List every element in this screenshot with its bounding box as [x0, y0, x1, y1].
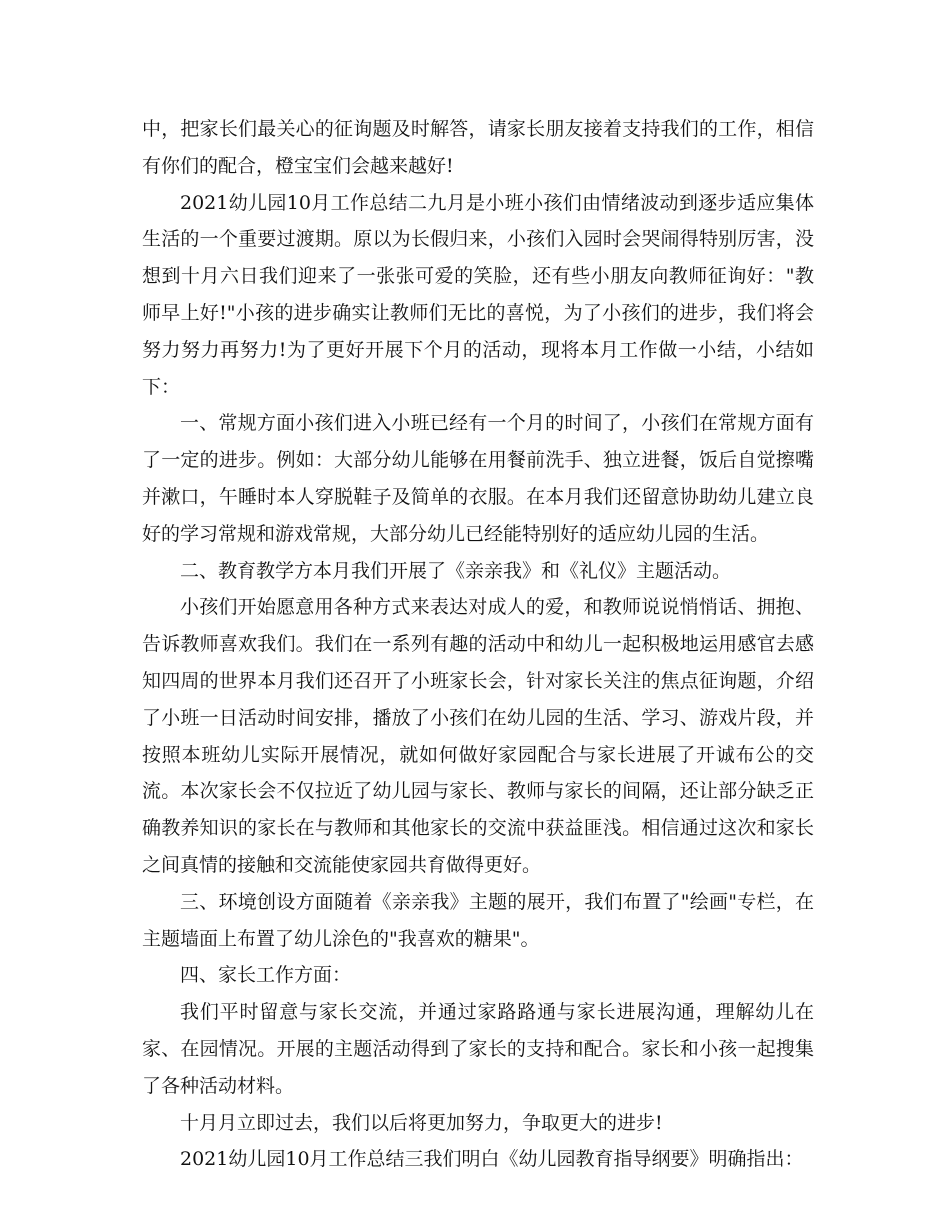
paragraph-3: 一、常规方面小孩们进入小班已经有一个月的时间了，小孩们在常规方面有了一定的进步。例如：大部分幼儿能够在用餐前洗手、独立进餐，饭后自觉擦嘴并漱口，午睡时本人穿脱鞋子及简单的衣服。在本月我们还留意协助幼儿建立良好的学习常规和游戏常规，大部分幼儿已经能特别好的适应幼儿园的生活。 — [142, 412, 814, 545]
paragraph-7: 四、家长工作方面： — [180, 964, 352, 987]
paragraph-2: 2021幼儿园10月工作总结二九月是小班小孩们由情绪波动到逐步适应集体生活的一个重要过渡期。原以为长假归来，小孩们入园时会哭闹得特别厉害，没想到十月六日我们迎来了一张张可爱的笑脸，还有些小朋友向教师征询好："教师早上好!"小孩的进步确实让教师们无比的喜悦，为了小孩们的进步，我们将会努力努力再努力!为了更好开展下个月的活动，现将本月工作做一小结，小结如下： — [142, 191, 814, 398]
paragraph-5: 小孩们开始愿意用各种方式来表达对成人的爱，和教师说说悄悄话、拥抱、告诉教师喜欢我们。我们在一系列有趣的活动中和幼儿一起积极地运用感官去感知四周的世界本月我们还召开了小班家长会，针对家长关注的焦点征询题，介绍了小班一日活动时间安排，播放了小孩们在幼儿园的生活、学习、游戏片段，并按照本班幼儿实际开展情况，就如何做好家园配合与家长进展了开诚布公的交流。本次家长会不仅拉近了幼儿园与家长、教师与家长的间隔，还让部分缺乏正确教养知识的家长在与教师和其他家长的交流中获益匪浅。相信通过这次和家长之间真情的接触和交流能使家园共育做得更好。 — [142, 596, 814, 876]
paragraph-8: 我们平时留意与家长交流，并通过家路路通与家长进展沟通，理解幼儿在家、在园情况。开展的主题活动得到了家长的支持和配合。家长和小孩一起搜集了各种活动材料。 — [142, 1001, 814, 1097]
paragraph-10: 2021幼儿园10月工作总结三我们明白《幼儿园教育指导纲要》明确指出： — [180, 1148, 804, 1171]
paragraph-4: 二、教育教学方本月我们开展了《亲亲我》和《礼仪》主题活动。 — [180, 559, 732, 582]
document-body — [142, 111, 814, 1178]
paragraph-1: 中，把家长们最关心的征询题及时解答，请家长朋友接着支持我们的工作，相信有你们的配合，橙宝宝们会越来越好! — [142, 118, 814, 177]
paragraph-6: 三、环境创设方面随着《亲亲我》主题的展开，我们布置了"绘画"专栏，在主题墙面上布置了幼儿涂色的"我喜欢的糖果"。 — [142, 890, 814, 950]
paragraph-9: 十月月立即过去，我们以后将更加努力，争取更大的进步! — [180, 1111, 663, 1134]
